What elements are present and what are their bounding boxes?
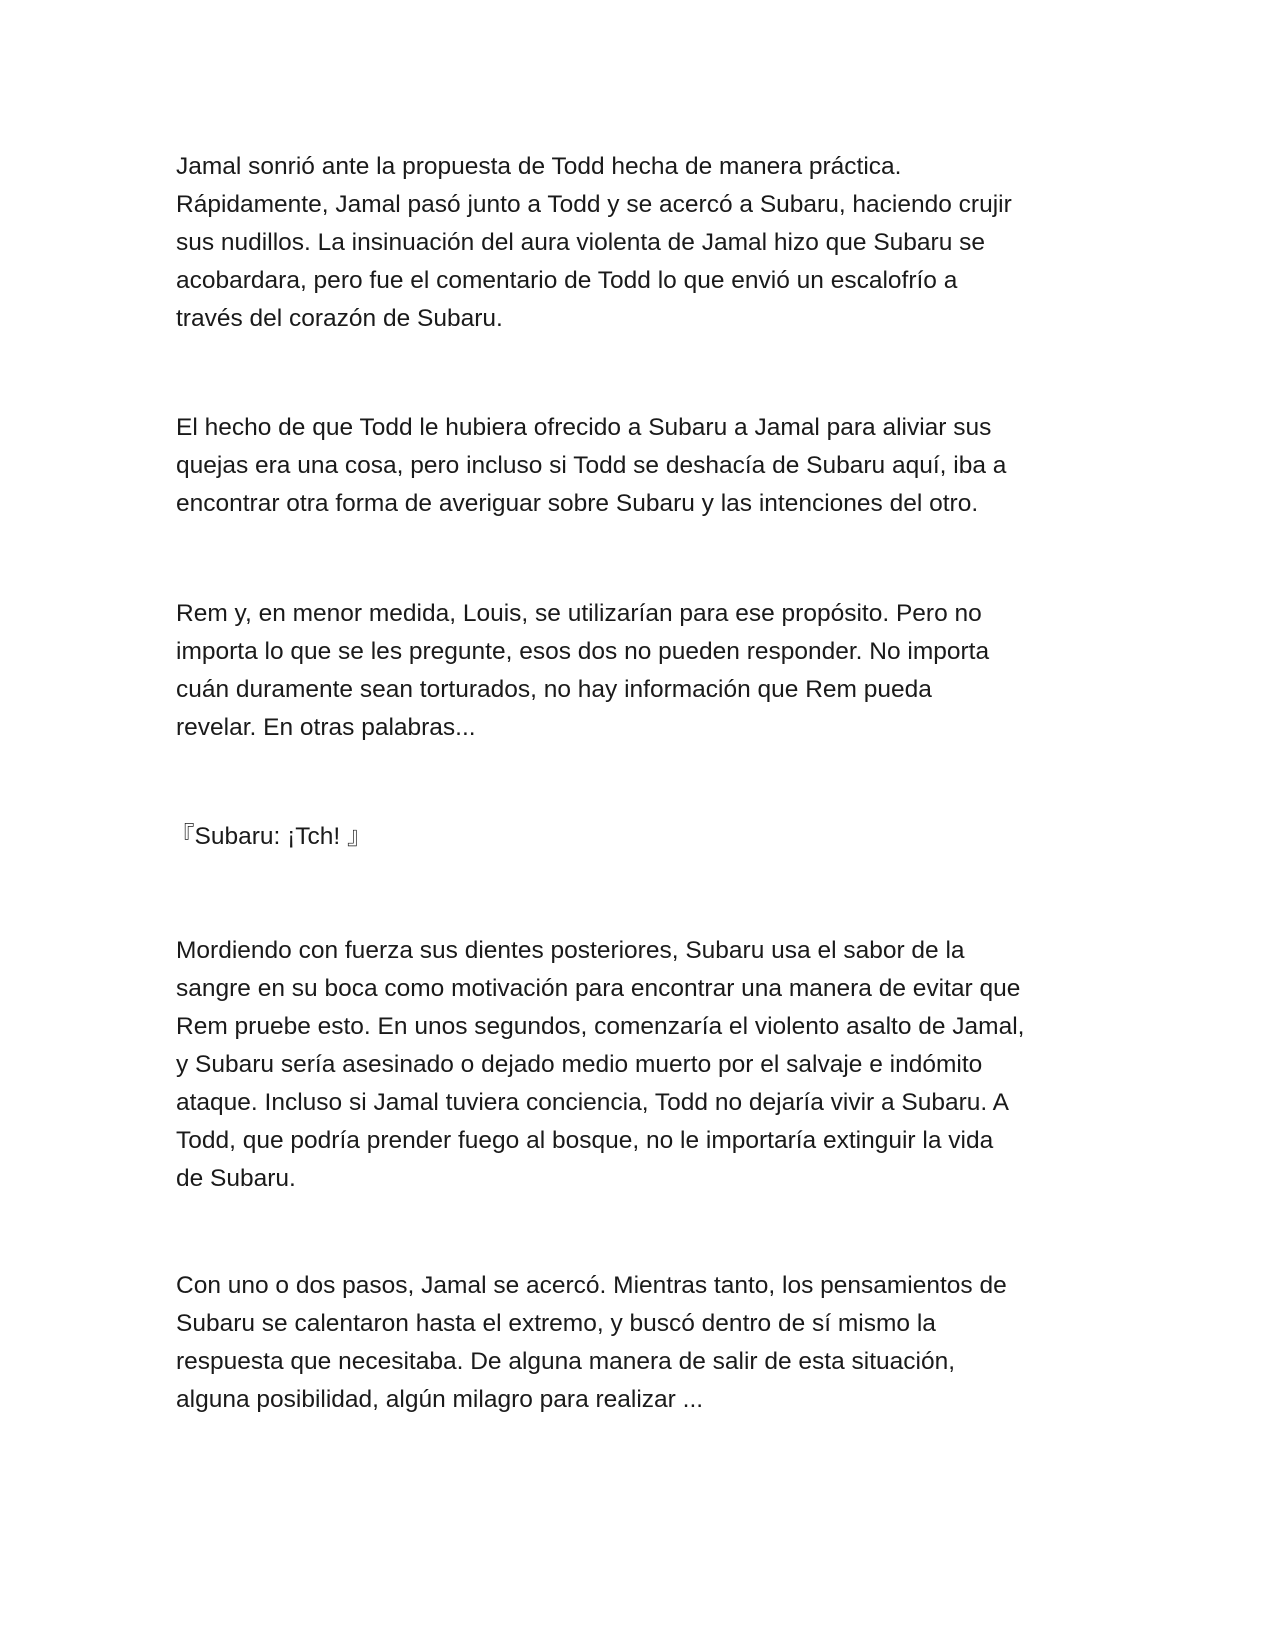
- paragraph-line: de Subaru.: [176, 1165, 296, 1192]
- paragraph-2: [176, 409, 1106, 523]
- paragraph-line: Jamal sonrió ante la propuesta de Todd hecha de manera práctica.: [176, 153, 902, 180]
- dialogue-line: [170, 818, 1100, 856]
- paragraph-3: [176, 595, 1106, 747]
- paragraph-line: Con uno o dos pasos, Jamal se acercó. Mientras tanto, los pensamientos de: [176, 1272, 1007, 1299]
- paragraph-line: revelar. En otras palabras...: [176, 714, 476, 741]
- paragraph-line: ataque. Incluso si Jamal tuviera conciencia, Todd no dejaría vivir a Subaru. A: [176, 1089, 1010, 1116]
- paragraph-line: acobardara, pero fue el comentario de Todd lo que envió un escalofrío a: [176, 267, 958, 294]
- paragraph-line: respuesta que necesitaba. De alguna manera de salir de esta situación,: [176, 1348, 956, 1375]
- paragraph-line: importa lo que se les pregunte, esos dos no pueden responder. No importa: [176, 638, 990, 665]
- paragraph-line: alguna posibilidad, algún milagro para realizar ...: [176, 1386, 704, 1413]
- paragraph-line: encontrar otra forma de averiguar sobre Subaru y las intenciones del otro.: [176, 490, 979, 517]
- paragraph-line: sus nudillos. La insinuación del aura violenta de Jamal hizo que Subaru se: [176, 229, 986, 256]
- paragraph-line: Rem pruebe esto. En unos segundos, comenzaría el violento asalto de Jamal,: [176, 1013, 1025, 1040]
- paragraph-line: El hecho de que Todd le hubiera ofrecido a Subaru a Jamal para aliviar sus: [176, 414, 992, 441]
- paragraph-6: [176, 1267, 1106, 1419]
- dialogue-text: 『Subaru: ¡Tch! 』: [170, 823, 372, 850]
- paragraph-line: quejas era una cosa, pero incluso si Todd se deshacía de Subaru aquí, iba a: [176, 452, 1007, 479]
- paragraph-line: cuán duramente sean torturados, no hay información que Rem pueda: [176, 676, 932, 703]
- paragraph-line: Mordiendo con fuerza sus dientes posteriores, Subaru usa el sabor de la: [176, 937, 965, 964]
- paragraph-line: y Subaru sería asesinado o dejado medio muerto por el salvaje e indómito: [176, 1051, 983, 1078]
- paragraph-line: través del corazón de Subaru.: [176, 305, 503, 332]
- paragraph-line: Rápidamente, Jamal pasó junto a Todd y se acercó a Subaru, haciendo crujir: [176, 191, 1012, 218]
- paragraph-line: sangre en su boca como motivación para encontrar una manera de evitar que: [176, 975, 1021, 1002]
- paragraph-5: [176, 932, 1106, 1198]
- paragraph-line: Rem y, en menor medida, Louis, se utilizarían para ese propósito. Pero no: [176, 600, 982, 627]
- paragraph-line: Subaru se calentaron hasta el extremo, y buscó dentro de sí mismo la: [176, 1310, 936, 1337]
- paragraph-1: [176, 148, 1106, 338]
- paragraph-line: Todd, que podría prender fuego al bosque, no le importaría extinguir la vida: [176, 1127, 994, 1154]
